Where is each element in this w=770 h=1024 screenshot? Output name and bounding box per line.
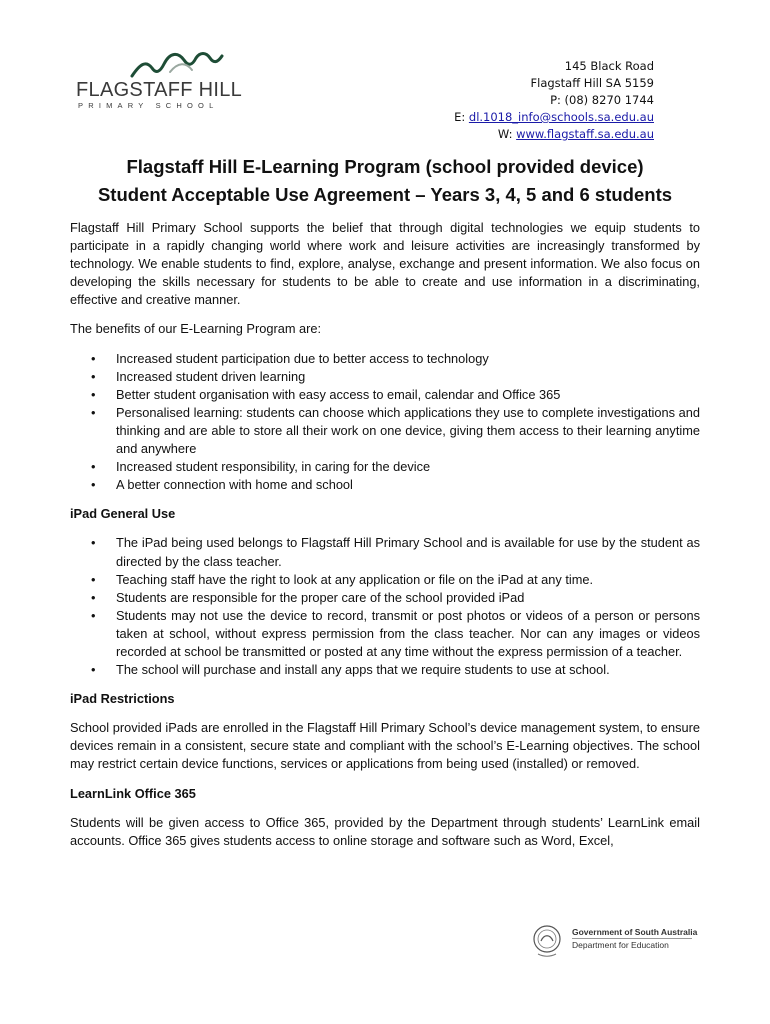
hills-logo-icon	[130, 50, 240, 80]
government-logo	[532, 924, 712, 964]
benefits-list	[70, 350, 700, 495]
intro-paragraph: Flagstaff Hill Primary School supports the belief that through digital technologies we equip students to participate in a rapidly changing world where work and leisure activities are increasingly transformed by technology. We enable students to find, explore, analyse, exchange and present information. We also focus on developing the skills necessary for students to be able to create and use information in a discriminating, effective and creative manner.	[70, 220, 700, 308]
ipad-restrictions-heading: iPad Restrictions	[70, 691, 175, 707]
address-phone: P: (08) 8270 1744	[550, 93, 654, 107]
website-link[interactable]: www.flagstaff.sa.edu.au	[516, 127, 654, 141]
ipad-restrictions-paragraph: School provided iPads are enrolled in the Flagstaff Hill Primary School’s device management system, to ensure devices remain in a consistent, secure state and compliant with the school’s E-Learning objectives. The school may restrict certain device functions, services or applications from being used (installed) or removed.	[70, 720, 700, 772]
list-item: • Increased student responsibility, in caring for the device	[70, 458, 700, 476]
address-web-line	[454, 126, 654, 143]
crest-icon	[532, 924, 562, 958]
document-titles	[70, 155, 700, 207]
logo-school-name: FLAGSTAFF HILL	[76, 79, 243, 101]
list-item: • A better connection with home and school	[70, 476, 700, 494]
list-item: • Students may not use the device to record, transmit or post photos or videos of a person or persons taken at school, without express permission from the class teacher. Nor can any images or videos recorded at school be transmitted or posted at any time without the express permission of a teacher.	[70, 607, 700, 661]
ipad-general-list	[70, 534, 700, 679]
list-item: • Teaching staff have the right to look at any application or file on the iPad at any time.	[70, 571, 700, 589]
learnlink-paragraph: Students will be given access to Office 365, provided by the Department through students’ LearnLink email accounts. Office 365 gives students access to online storage and software such as Word, Excel,	[70, 814, 700, 848]
address-email-line	[454, 109, 654, 126]
school-logo	[76, 50, 246, 112]
document-subtitle: Student Acceptable Use Agreement – Years 3, 4, 5 and 6 students	[97, 184, 673, 205]
logo-subtitle: PRIMARY SCHOOL	[78, 101, 219, 110]
list-item: • Better student organisation with easy access to email, calendar and Office 365	[70, 386, 700, 404]
list-item: • Students are responsible for the proper care of the school provided iPad	[70, 589, 700, 607]
document-title: Flagstaff Hill E-Learning Program (school provided device)	[126, 156, 644, 177]
government-name: Government of South Australia	[572, 927, 698, 937]
list-item: • Increased student participation due to better access to technology	[70, 350, 700, 368]
list-item: • The iPad being used belongs to Flagstaff Hill Primary School and is available for use by the student as directed by the class teacher.	[70, 534, 700, 570]
list-item: • The school will purchase and install any apps that we require students to use at school.	[70, 661, 700, 679]
department-name: Department for Education	[572, 940, 669, 950]
email-prefix: E:	[454, 110, 469, 124]
address-suburb: Flagstaff Hill SA 5159	[530, 76, 654, 90]
learnlink-heading: LearnLink Office 365	[70, 785, 196, 801]
address-street: 145 Black Road	[564, 59, 654, 73]
document-body	[70, 219, 700, 850]
ipad-general-heading: iPad General Use	[70, 506, 176, 522]
web-prefix: W:	[497, 127, 517, 141]
list-item: • Increased student driven learning	[70, 368, 700, 386]
school-address-block	[454, 58, 654, 143]
email-link[interactable]: dl.1018_info@schools.sa.edu.au	[468, 110, 654, 124]
benefits-intro: The benefits of our E-Learning Program are:	[70, 321, 322, 337]
list-item: • Personalised learning: students can choose which applications they use to complete investigations and thinking and are able to store all their work on one device, giving them access to their learning anytime and anywhere	[70, 404, 700, 458]
government-divider	[572, 938, 692, 939]
